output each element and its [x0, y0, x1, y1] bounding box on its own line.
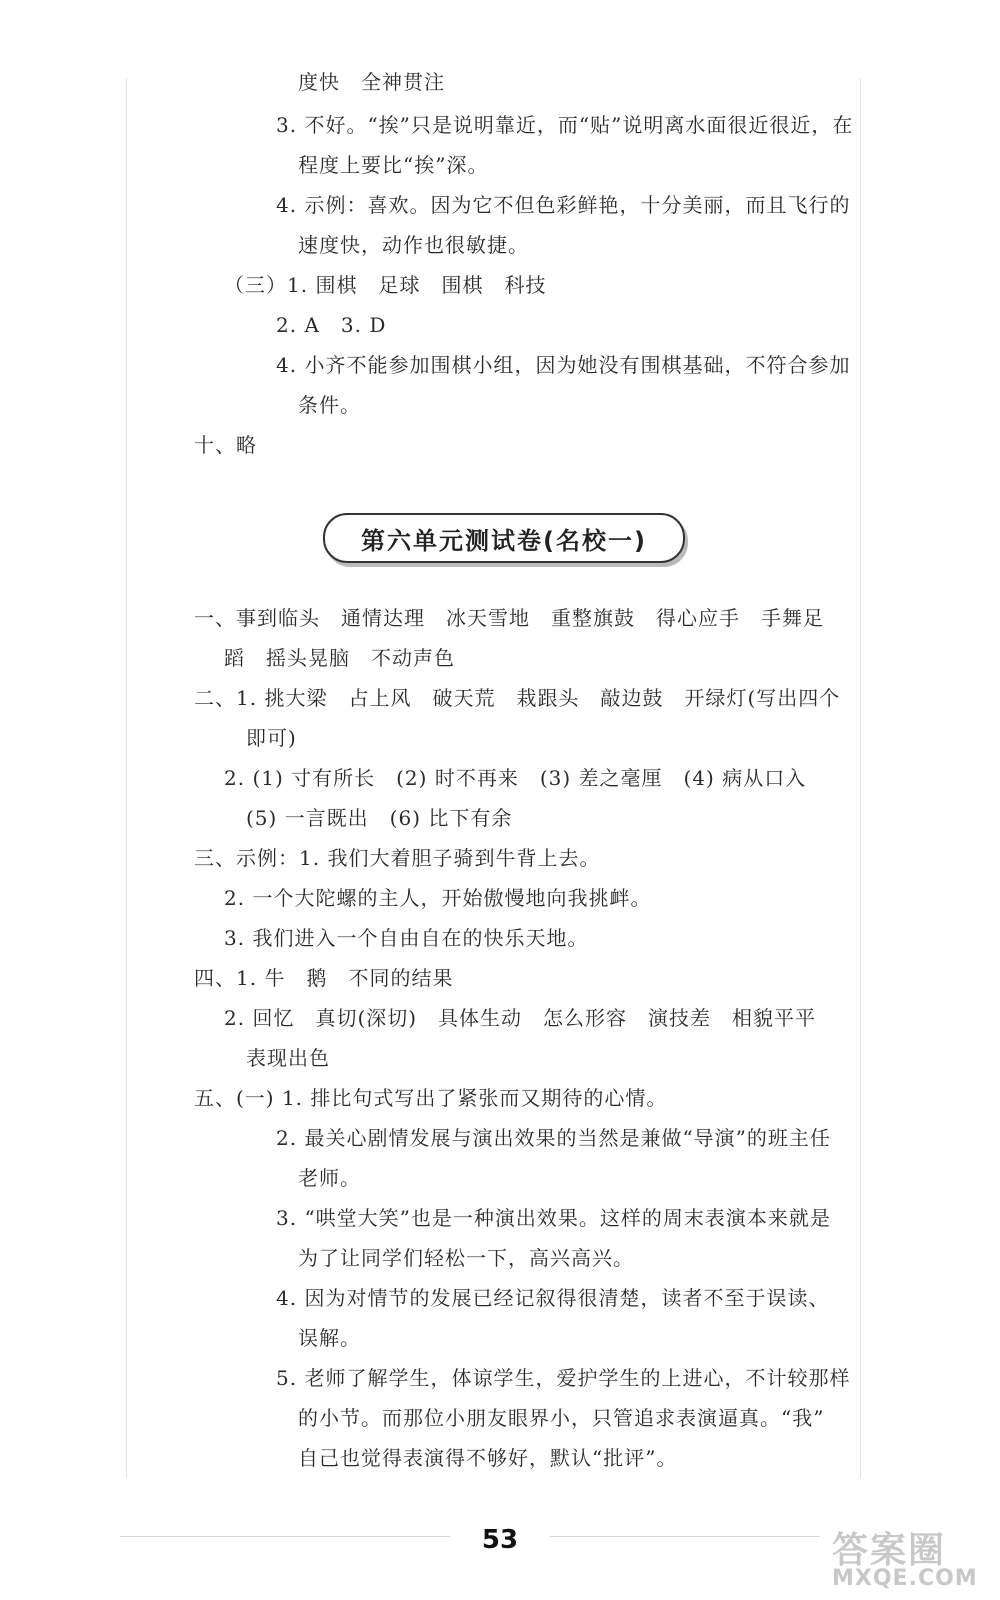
- page-number: 53: [481, 1525, 519, 1555]
- answer-line: （三）1. 围棋 足球 围棋 科技: [224, 273, 547, 297]
- answer-line: 度快 全神贯注: [298, 70, 445, 94]
- section-title-box: [323, 513, 685, 563]
- answer-line: 条件。: [298, 393, 361, 417]
- answer-line: 四、1. 牛 鹅 不同的结果: [194, 966, 454, 990]
- answer-line: 2. 回忆 真切(深切) 具体生动 怎么形容 演技差 相貌平平: [224, 1006, 817, 1030]
- answer-line: 2. A 3. D: [276, 313, 387, 337]
- answer-line: 误解。: [298, 1326, 361, 1350]
- answer-line: 2. 最关心剧情发展与演出效果的当然是兼做“导演”的班主任: [276, 1126, 831, 1150]
- answer-line: (5) 一言既出 (6) 比下有余: [246, 806, 513, 830]
- answer-line: 2. 一个大陀螺的主人，开始傲慢地向我挑衅。: [224, 886, 652, 910]
- answer-line: 3. 我们进入一个自由自在的快乐天地。: [224, 926, 589, 950]
- watermark-url: MXQE.COM: [832, 1566, 978, 1591]
- answer-line: 3. 不好。“挨”只是说明靠近，而“贴”说明离水面很近很近，在: [276, 113, 854, 137]
- answer-line: 4. 因为对情节的发展已经记叙得很清楚，读者不至于误读、: [276, 1286, 830, 1310]
- footer-rule-right: [550, 1536, 820, 1537]
- answer-line: 自己也觉得表演得不够好，默认“批评”。: [298, 1446, 678, 1470]
- answer-line: 5. 老师了解学生，体谅学生，爱护学生的上进心，不计较那样: [276, 1366, 851, 1390]
- answer-line: 老师。: [298, 1166, 361, 1190]
- answer-line: 二、1. 挑大梁 占上风 破天荒 栽跟头 敲边鼓 开绿灯(写出四个: [194, 686, 841, 710]
- answer-line: 表现出色: [246, 1046, 330, 1070]
- answer-line: 程度上要比“挨”深。: [298, 153, 489, 177]
- answer-line: 的小节。而那位小朋友眼界小，只管追求表演逼真。“我”: [298, 1406, 825, 1430]
- answer-line: 十、略: [194, 433, 257, 457]
- right-margin-rule: [860, 78, 861, 1478]
- watermark-logo: 答案圈: [832, 1530, 947, 1571]
- answer-line: 速度快，动作也很敏捷。: [298, 233, 529, 257]
- answer-line: 一、事到临头 通情达理 冰天雪地 重整旗鼓 得心应手 手舞足: [194, 606, 824, 630]
- footer-rule-left: [120, 1536, 450, 1537]
- section-title: 第六单元测试卷(名校一): [361, 526, 647, 555]
- answer-line: 三、示例：1. 我们大着胆子骑到牛背上去。: [194, 846, 601, 870]
- answer-line: 五、(一) 1. 排比句式写出了紧张而又期待的心情。: [194, 1086, 668, 1110]
- answer-line: 3. “哄堂大笑”也是一种演出效果。这样的周末表演本来就是: [276, 1206, 831, 1230]
- answer-line: 为了让同学们轻松一下，高兴高兴。: [298, 1246, 634, 1270]
- answer-line: 4. 小齐不能参加围棋小组，因为她没有围棋基础，不符合参加: [276, 353, 851, 377]
- answer-line: 蹈 摇头晃脑 不动声色: [224, 646, 455, 670]
- left-margin-rule: [126, 78, 127, 1478]
- answer-line: 即可): [246, 726, 297, 750]
- answer-line: 2. (1) 寸有所长 (2) 时不再来 (3) 差之毫厘 (4) 病从口入: [224, 766, 807, 790]
- answer-line: 4. 示例：喜欢。因为它不但色彩鲜艳，十分美丽，而且飞行的: [276, 193, 851, 217]
